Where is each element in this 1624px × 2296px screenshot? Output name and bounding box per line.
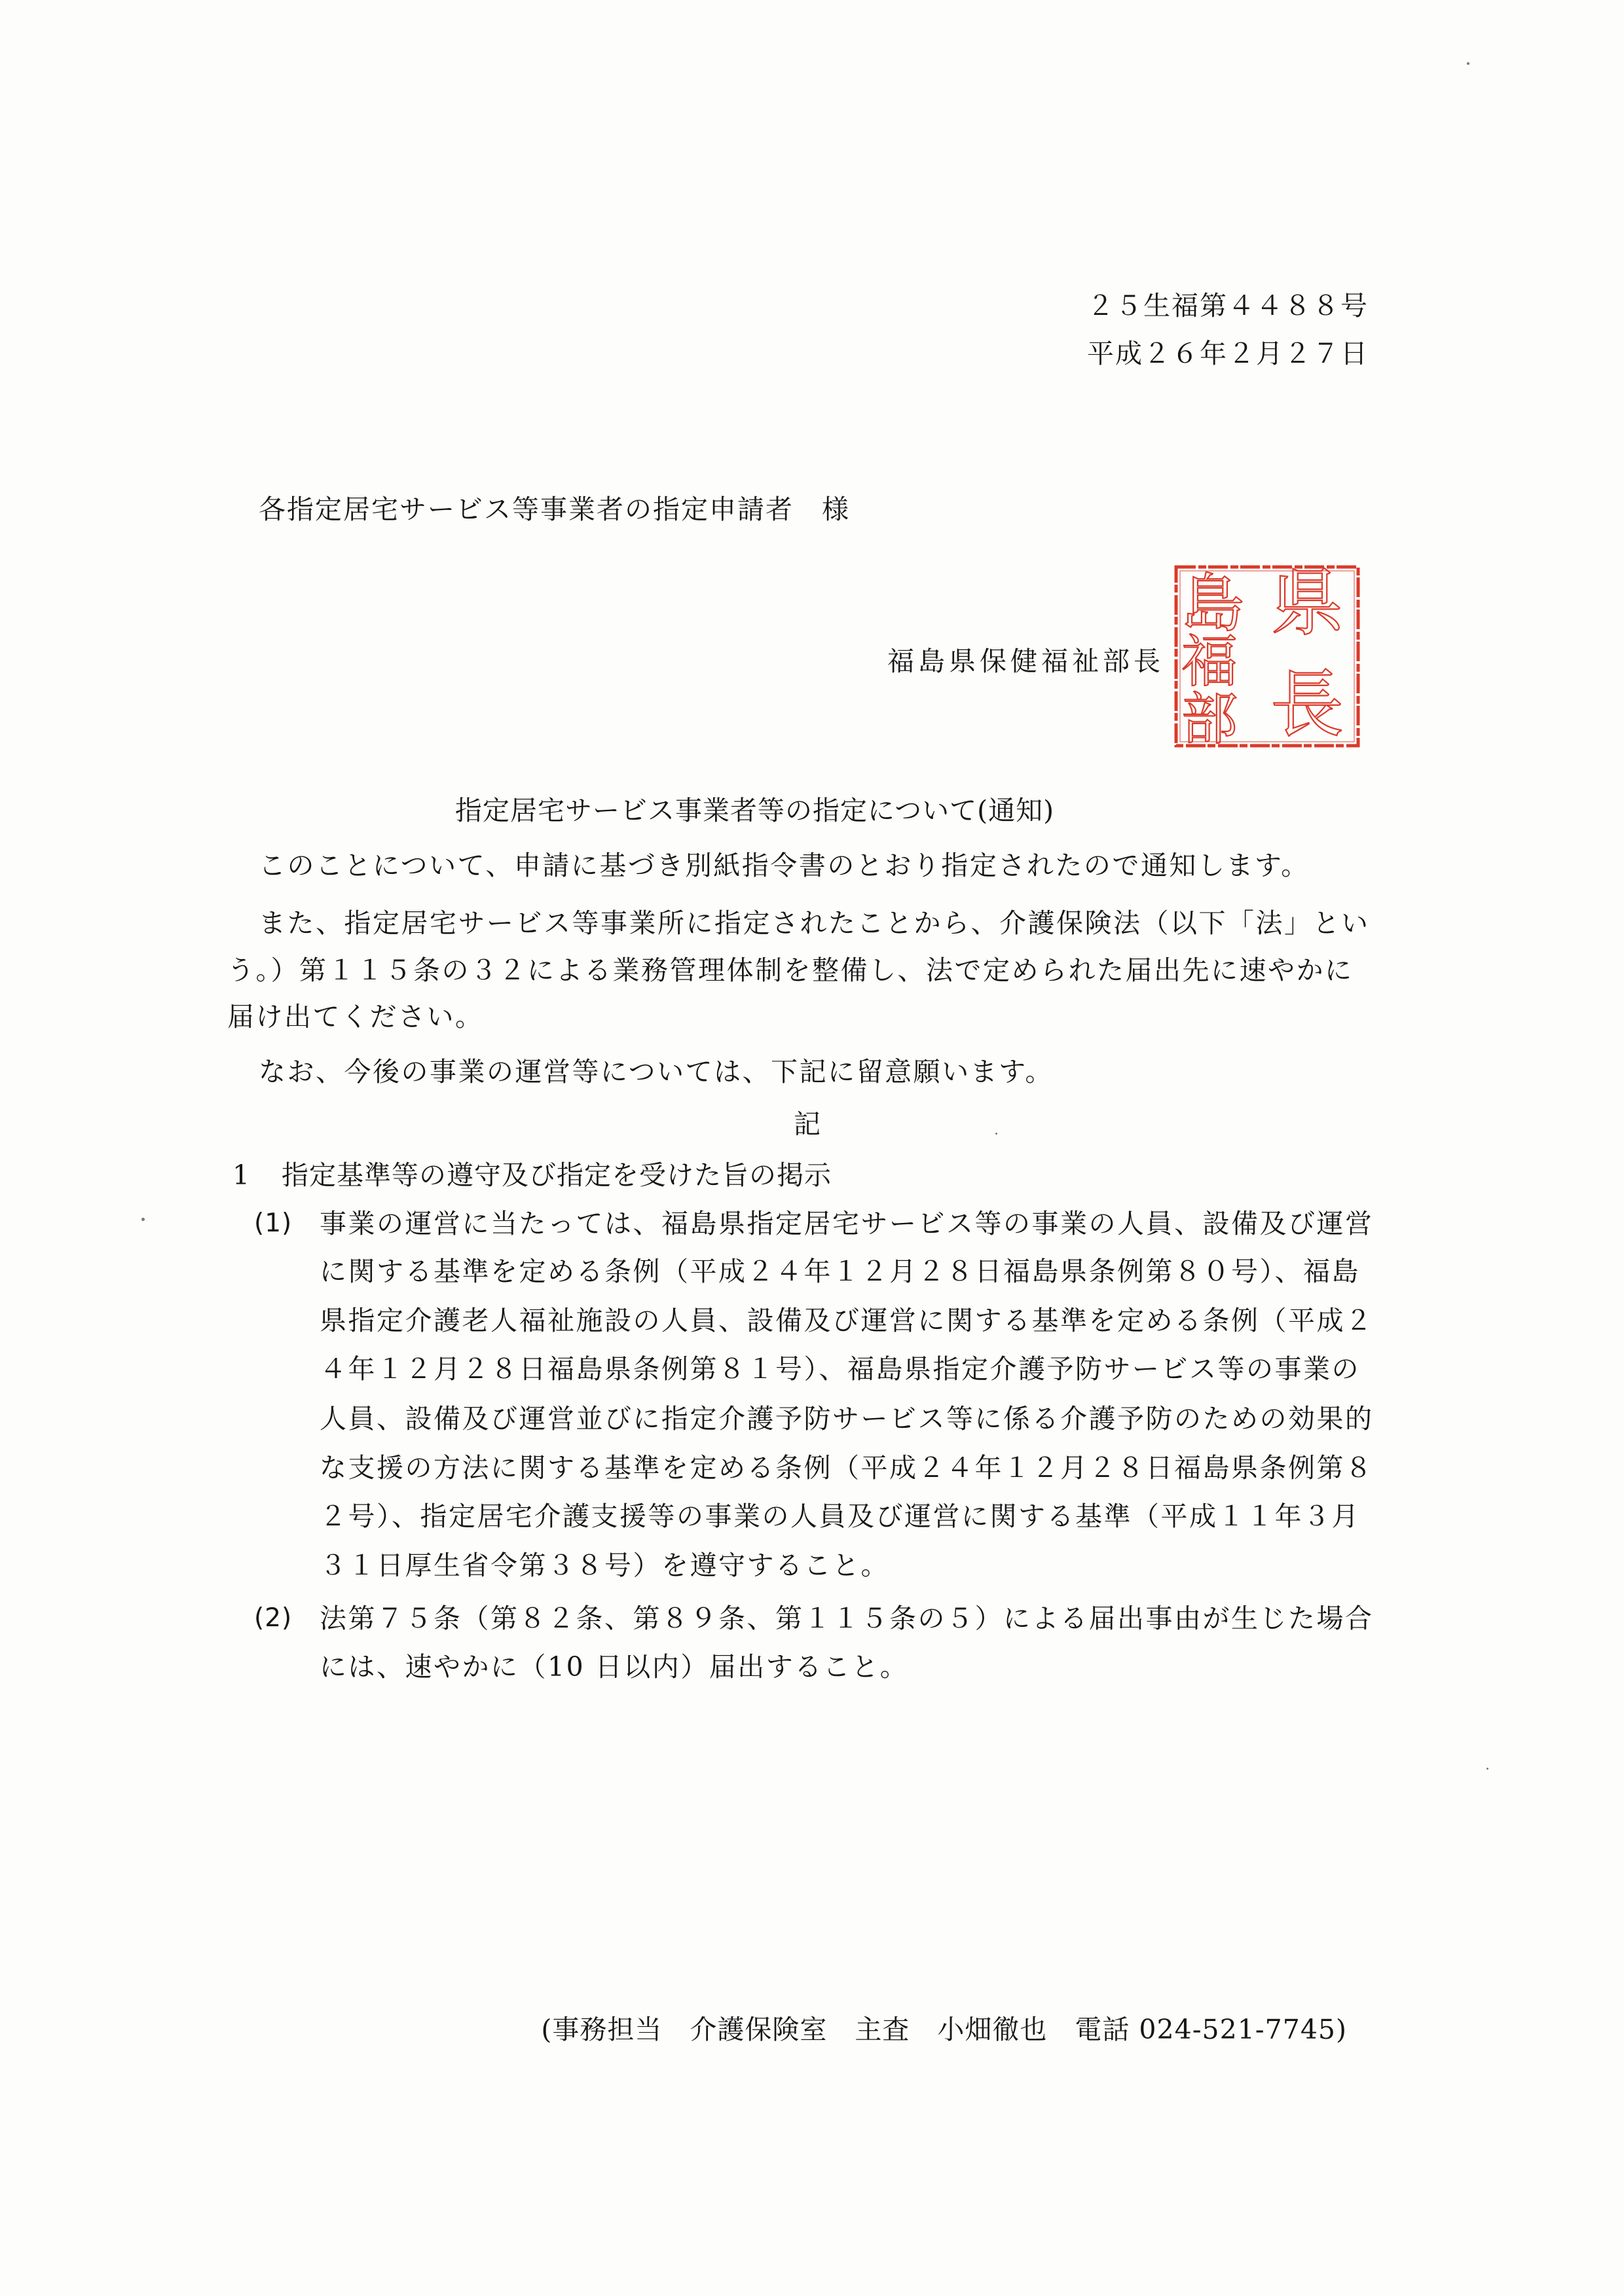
item-2-line-1: 法第７５条（第８２条、第８９条、第１１５条の５）による届出事由が生じた場合 xyxy=(320,1603,1374,1634)
seal-char-1: 県 xyxy=(1270,563,1344,646)
paragraph-1: このことについて、申請に基づき別紙指令書のとおり指定されたので通知します。 xyxy=(259,850,1310,881)
scan-speck xyxy=(1467,62,1469,65)
sender-title: 福島県保健福祉部長 xyxy=(887,646,1164,677)
scan-speck xyxy=(141,1218,145,1221)
item-1-number: (1) xyxy=(254,1209,293,1238)
official-seal-stamp xyxy=(1172,563,1362,750)
item-1-line-1: 事業の運営に当たっては、福島県指定居宅サービス等の事業の人員、設備及び運営 xyxy=(320,1208,1374,1239)
seal-char-3: 島 xyxy=(1181,567,1244,640)
section-1-number: 1 xyxy=(232,1159,251,1191)
item-1-line-2: に関する基準を定める条例（平成２４年１２月２８日福島県条例第８０号）、福島 xyxy=(320,1256,1360,1287)
paragraph-3: なお、今後の事業の運営等については、下記に留意願います。 xyxy=(259,1056,1054,1087)
item-2-number: (2) xyxy=(254,1603,293,1633)
item-1-line-5: 人員、設備及び運営並びに指定介護予防サービス等に係る介護予防のための効果的 xyxy=(320,1403,1374,1434)
section-1-heading: 指定基準等の遵守及び指定を受けた旨の掲示 xyxy=(282,1159,832,1191)
item-1-line-3: 県指定介護老人福祉施設の人員、設備及び運営に関する基準を定める条例（平成２ xyxy=(320,1305,1374,1336)
seal-char-2: 長 xyxy=(1270,663,1344,748)
item-1-line-6: な支援の方法に関する基準を定める条例（平成２４年１２月２８日福島県条例第８ xyxy=(320,1452,1374,1484)
addressee: 各指定居宅サービス等事業者の指定申請者 様 xyxy=(259,494,850,525)
reference-number: ２５生福第４４８８号 xyxy=(1087,290,1369,321)
item-1-line-4: ４年１２月２８日福島県条例第８１号）、福島県指定介護予防サービス等の事業の xyxy=(320,1353,1360,1385)
scan-speck xyxy=(995,1133,997,1135)
seal-char-4: 福 xyxy=(1181,629,1238,695)
paragraph-2-line-1: また、指定居宅サービス等事業所に指定されたことから、介護保険法（以下「法」とい xyxy=(259,907,1370,939)
seal-char-5: 部 xyxy=(1181,687,1238,750)
item-1-line-7: ２号）、指定居宅介護支援等の事業の人員及び運営に関する基準（平成１１年３月 xyxy=(320,1501,1360,1532)
document-date: 平成２６年２月２７日 xyxy=(1087,338,1369,369)
paragraph-2-line-3: 届け出てください。 xyxy=(227,1001,484,1032)
item-2-line-2: には、速やかに（10 日以内）届出すること。 xyxy=(320,1651,909,1683)
scan-speck xyxy=(1486,1768,1488,1770)
document-title: 指定居宅サービス事業者等の指定について(通知) xyxy=(455,795,1055,826)
paragraph-2-line-2: う。）第１１５条の３２による業務管理体制を整備し、法で定められた届出先に速やかに xyxy=(227,955,1354,986)
item-1-line-8: ３１日厚生省令第３８号）を遵守すること。 xyxy=(320,1550,889,1581)
contact-info: (事務担当 介護保険室 主査 小畑徹也 電話 024-521-7745) xyxy=(541,2014,1347,2045)
ki-heading: 記 xyxy=(794,1108,821,1140)
